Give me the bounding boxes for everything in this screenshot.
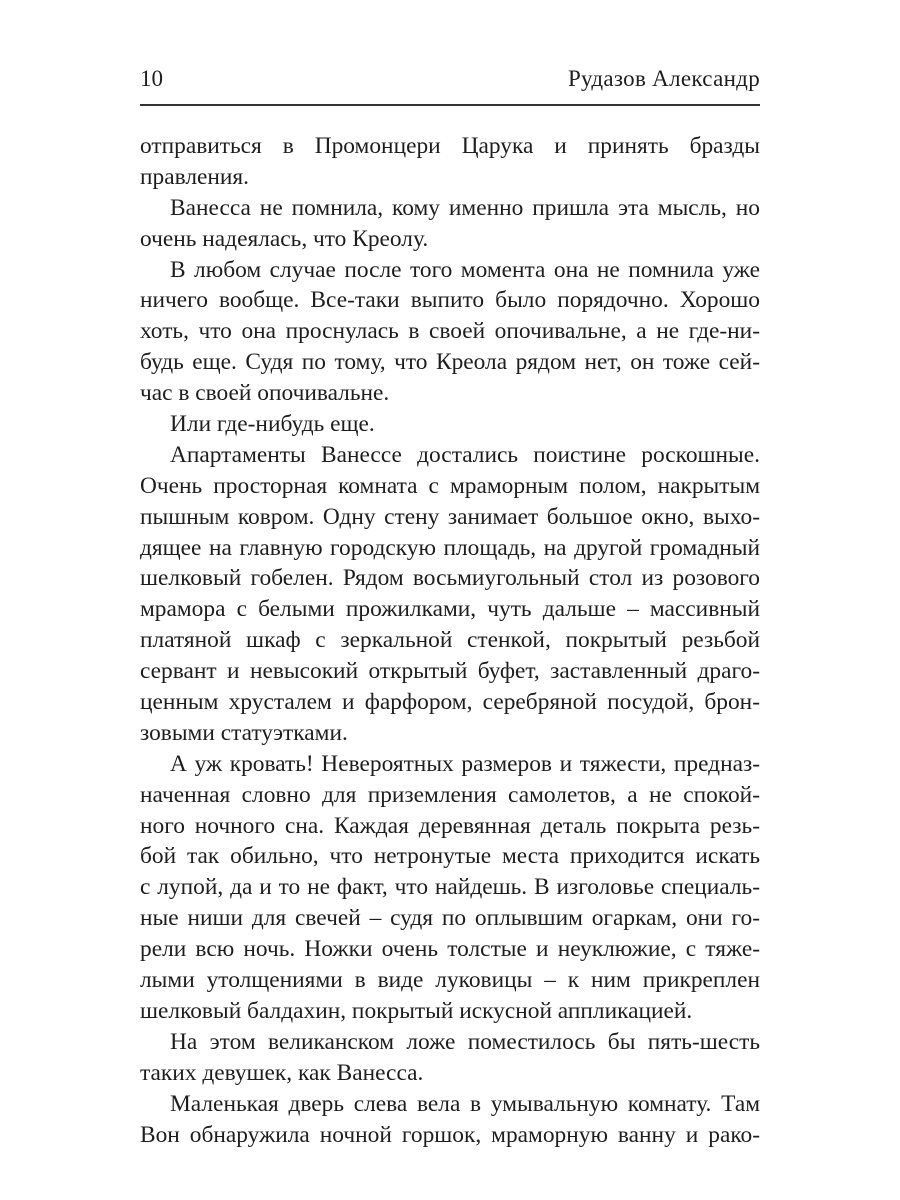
text-line: наченная словно для приземления самолетов, а не спокой- — [140, 781, 760, 808]
text-line: дящее на главную городскую площадь, на другой громадный — [140, 534, 760, 561]
text-line: Ванесса не помнила, кому именно пришла эта мысль, но — [170, 194, 760, 221]
text-line: На этом великанском ложе поместилось бы пять-шесть — [170, 1028, 760, 1055]
text-line: шелковый балдахин, покрытый искусной аппликацией. — [140, 997, 693, 1024]
paragraph — [140, 255, 760, 409]
text-line: ные ниши для свечей – судя по оплывшим огаркам, они го- — [140, 905, 760, 932]
text-line: А уж кровать! Невероятных размеров и тяжести, предназ- — [170, 750, 760, 777]
text-line: хоть, что она проснулась в своей опочивальне, а не где-ни- — [140, 318, 760, 345]
text-line: сервант и невысокий открытый буфет, заставленный драго- — [140, 658, 760, 685]
text-line: Маленькая дверь слева вела в умывальную комнату. Там — [170, 1090, 760, 1117]
text-line: Вон обнаружила ночной горшок, мраморную ванну и рако- — [140, 1121, 760, 1148]
text-line: правления. — [140, 163, 250, 190]
text-line: ничего вообще. Все-таки выпито было порядочно. Хорошо — [140, 287, 760, 314]
text-line: бой так обильно, что нетронутые места приходится искать — [140, 843, 760, 870]
header-rule — [140, 104, 760, 106]
page-number: 10 — [140, 66, 163, 91]
running-header — [140, 66, 760, 96]
text-line: В любом случае после того момента она не помнила уже — [170, 256, 760, 283]
text-line: час в своей опочивальне. — [140, 380, 390, 407]
text-line: таких девушек, как Ванесса. — [140, 1059, 424, 1086]
paragraph — [140, 409, 760, 440]
paragraph — [140, 1027, 760, 1089]
text-line: с лупой, да и то не факт, что найдешь. В изголовье специаль- — [140, 874, 760, 901]
text-line: будь еще. Судя по тому, что Креола рядом нет, он тоже сей- — [140, 349, 760, 376]
paragraph — [140, 440, 760, 749]
text-line: лыми утолщениями в виде луковицы – к ним прикреплен — [140, 967, 760, 994]
text-line: пышным ковром. Одну стену занимает большое окно, выхо- — [140, 503, 760, 530]
text-line: платяной шкаф с зеркальной стенкой, покрытый резьбой — [140, 627, 760, 654]
text-line: Апартаменты Ванессе достались поистине роскошные. — [170, 441, 760, 468]
body-text — [140, 131, 760, 1150]
paragraph — [140, 1089, 760, 1151]
paragraph — [140, 131, 760, 193]
text-line: шелковый гобелен. Рядом восьмиугольный стол из розового — [140, 565, 760, 592]
text-line: Очень просторная комната с мраморным полом, накрытым — [140, 472, 760, 499]
paragraph — [140, 749, 760, 1027]
paragraph — [140, 193, 760, 255]
text-line: отправиться в Промонцери Царука и принять бразды — [140, 133, 760, 159]
text-line: зовыми статуэтками. — [140, 719, 348, 746]
text-line: мрамора с белыми прожилками, чуть дальше – массивный — [140, 596, 760, 623]
text-line: ценным хрусталем и фарфором, серебряной посудой, брон- — [140, 689, 760, 716]
text-line: очень надеялась, что Креолу. — [140, 225, 429, 252]
text-line: Или где-нибудь еще. — [170, 411, 375, 438]
text-line: рели всю ночь. Ножки очень толстые и неуклюжие, с тяже- — [140, 936, 760, 963]
text-line: ного ночного сна. Каждая деревянная деталь покрыта резь- — [140, 812, 760, 839]
running-header-author: Рудазов Александр — [567, 66, 760, 91]
